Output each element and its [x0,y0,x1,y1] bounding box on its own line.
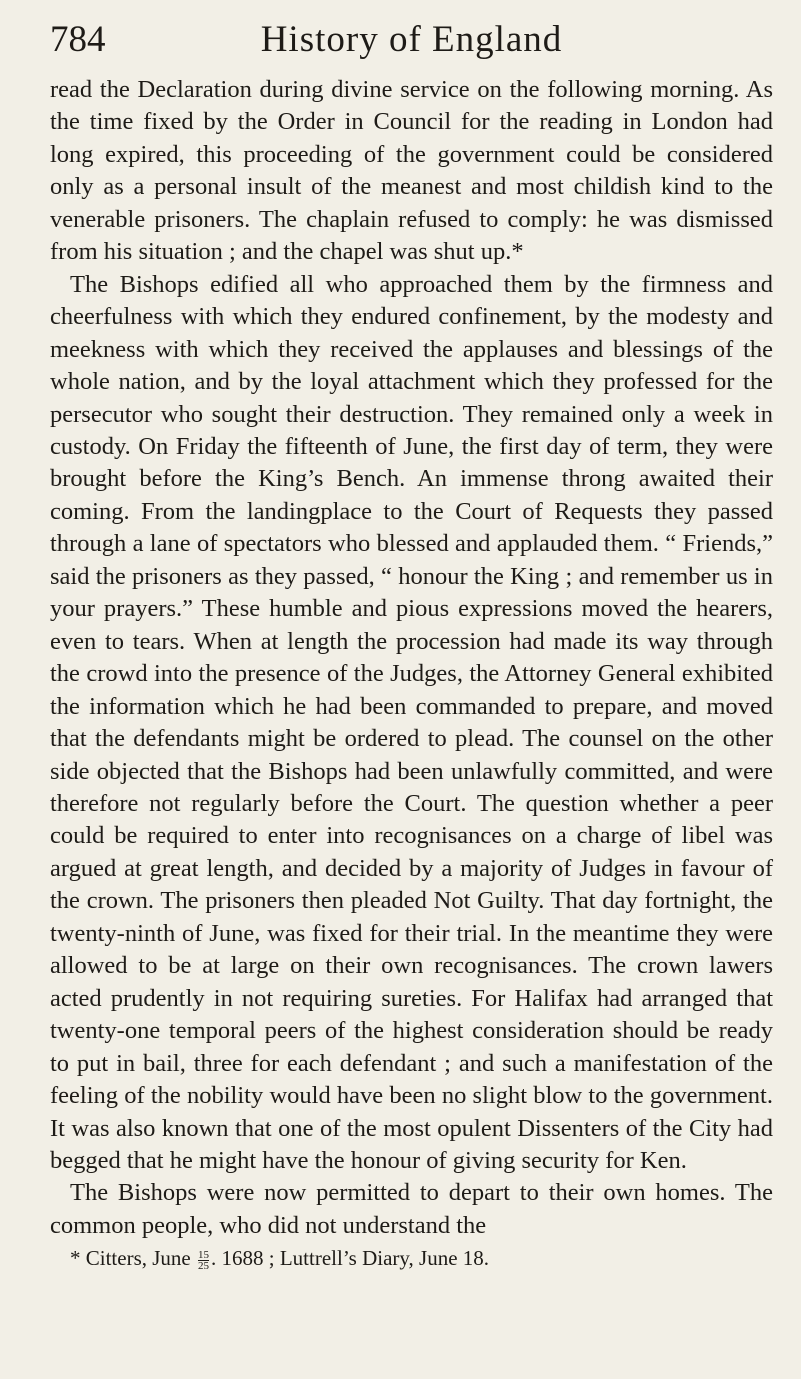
footnote-suffix: . 1688 ; Luttrell’s Diary, June 18. [211,1246,490,1271]
running-head [50,14,773,66]
footnote [50,1244,773,1272]
footnote-prefix: * Citters, June [70,1246,191,1271]
footnote-date-fraction [198,1250,209,1271]
paragraph-2: The Bishops edified all who approached them by the firmness and cheerfulness with which they endured confinement, by the modesty and meekness with which they received the applauses and blessings of the whole nation, and by the loyal attachment which they professed for the persecutor who sought their destruction. They remained only a week in custody. On Friday the fifteenth of June, the first day of term, they were brought before the King’s Bench. An immense throng awaited their coming. From the landingplace to the Court of Requests they passed through a lane of spectators who blessed and applauded them. “ Friends,” said the prisoners as they passed, “ honour the King ; and remember us in your prayers.” These humble and pious expressions moved the hearers, even to tears. When at length the procession had made its way through the crowd into the presence of the Judges, the Attorney General exhibited the information which he had been commanded to prepare, and moved that the defendants might be ordered to plead. The counsel on the other side objected that the Bishops had been unlawfully committed, and were therefore not regularly before the Court. The question whether a peer could be required to enter into recognisances on a charge of libel was argued at great length, and decided by a majority of Judges in favour of the crown. The prisoners then pleaded Not Guilty. That day fortnight, the twenty-ninth of June, was fixed for their trial. In the meantime they were allowed to be at large on their own recognisances. The crown lawers acted prudently in not requiring sureties. For Halifax had arranged that twenty-one temporal peers of the highest consideration should be ready to put in bail, three for each defendant ; and such a manifestation of the feeling of the nobility would have been no slight blow to the government. It was also known that one of the most opulent Dissenters of the City had begged that he might have the honour of giving security for Ken. [50,270,773,1174]
body-text [50,74,773,1242]
page-number: 784 [50,19,106,60]
fraction-denominator: 25 [198,1260,209,1272]
page-title: History of England [260,19,563,60]
paragraph-1: read the Declaration during divine service on the following morning. As the time fixed by the Order in Council for the reading in London had long expired, this proceeding of the government could be considered only as a personal insult of the meanest and most childish kind to the venerable prisoners. The chaplain refused to comply: he was dismissed from his situation ; and the chapel was shut up.* [50,76,773,266]
fraction-numerator: 15 [198,1249,209,1261]
paragraph-3: The Bishops were now permitted to depart to their own homes. The common people, who did not understand the [50,1179,773,1239]
